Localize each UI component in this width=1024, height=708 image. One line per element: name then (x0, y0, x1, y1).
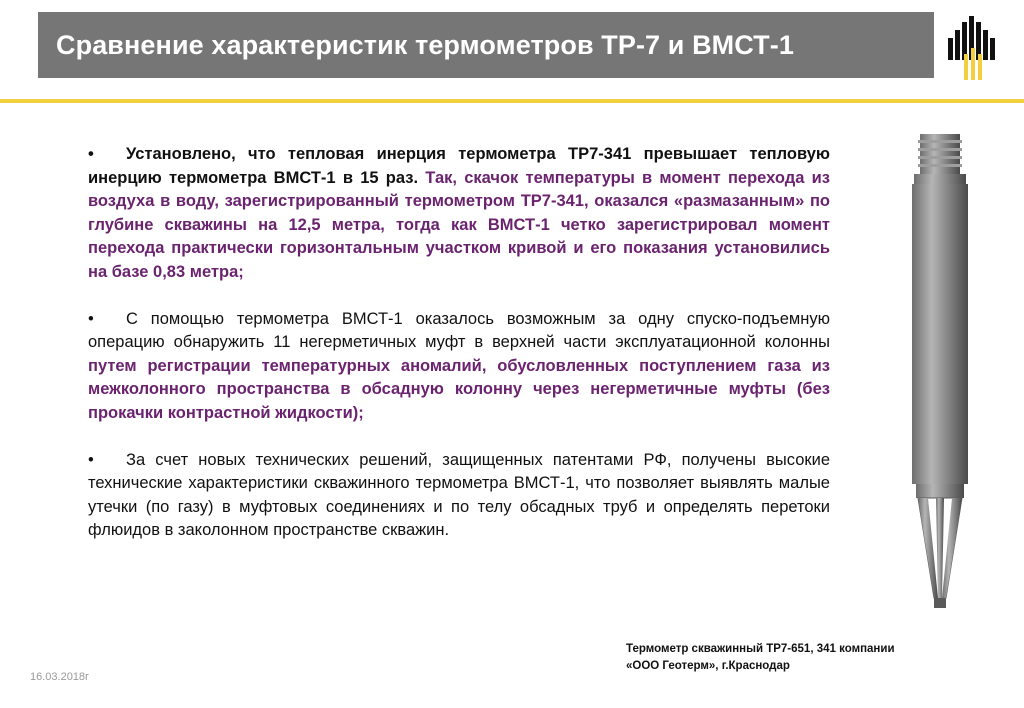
thermometer-device-image (900, 128, 986, 614)
bullet-3-text: За счет новых технических решений, защищенных патентами РФ, получены высокие технические характеристики скважинного термометра ВМСТ-1, что позволяет выявлять малые утечки (по газу) в муфтовых соединениях и по телу обсадных труб и определять перетоки флюидов в заколонном пространстве скважин. (88, 450, 830, 540)
bullet-1-text: Установлено, что тепловая инерция термометра ТР7-341 превышает тепловую инерцию термометра ВМСТ-1 в 15 раз. (88, 145, 830, 187)
title-bar (38, 12, 934, 78)
bullet-1-highlight: Так, скачок температуры в момент перехода из воздуха в воду, зарегистрированный термометром ТР7-341, оказался «размазанным» по глубине скважины на 12,5 метра, тогда как ВМСТ-1 четко зарегистрировал момент перехода практически горизонтальным участком кривой и его показания установились на базе 0,83 метра; (88, 168, 830, 281)
bullet-3 (88, 449, 830, 543)
bullet-1 (88, 143, 830, 285)
accent-divider (0, 99, 1024, 103)
bullet-2 (88, 308, 830, 426)
page-title: Сравнение характеристик термометров ТР-7 и ВМСТ-1 (56, 29, 794, 60)
footer-date: 16.03.2018г (30, 671, 90, 683)
content-body (88, 143, 830, 566)
bullet-marker: • (88, 145, 94, 163)
bullet-marker: • (88, 450, 94, 469)
image-caption (626, 641, 966, 675)
rosneft-logo-icon (942, 14, 1000, 80)
caption-line-1: Термометр скважинный ТР7-651, 341 компании (626, 643, 895, 655)
caption-line-2: «ООО Геотерм», г.Краснодар (626, 660, 790, 672)
bullet-2-highlight: путем регистрации температурных аномалий, обусловленных поступлением газа из межколонного пространства в обсадную колонну через негерметичные муфты (без прокачки контрастной жидкости); (88, 356, 830, 422)
bullet-marker: • (88, 309, 94, 328)
bullet-2-text: С помощью термометра ВМСТ-1 оказалось возможным за одну спуско-подъемную операцию обнаружить 11 негерметичных муфт в верхней части эксплуатационной колонны (88, 309, 830, 352)
